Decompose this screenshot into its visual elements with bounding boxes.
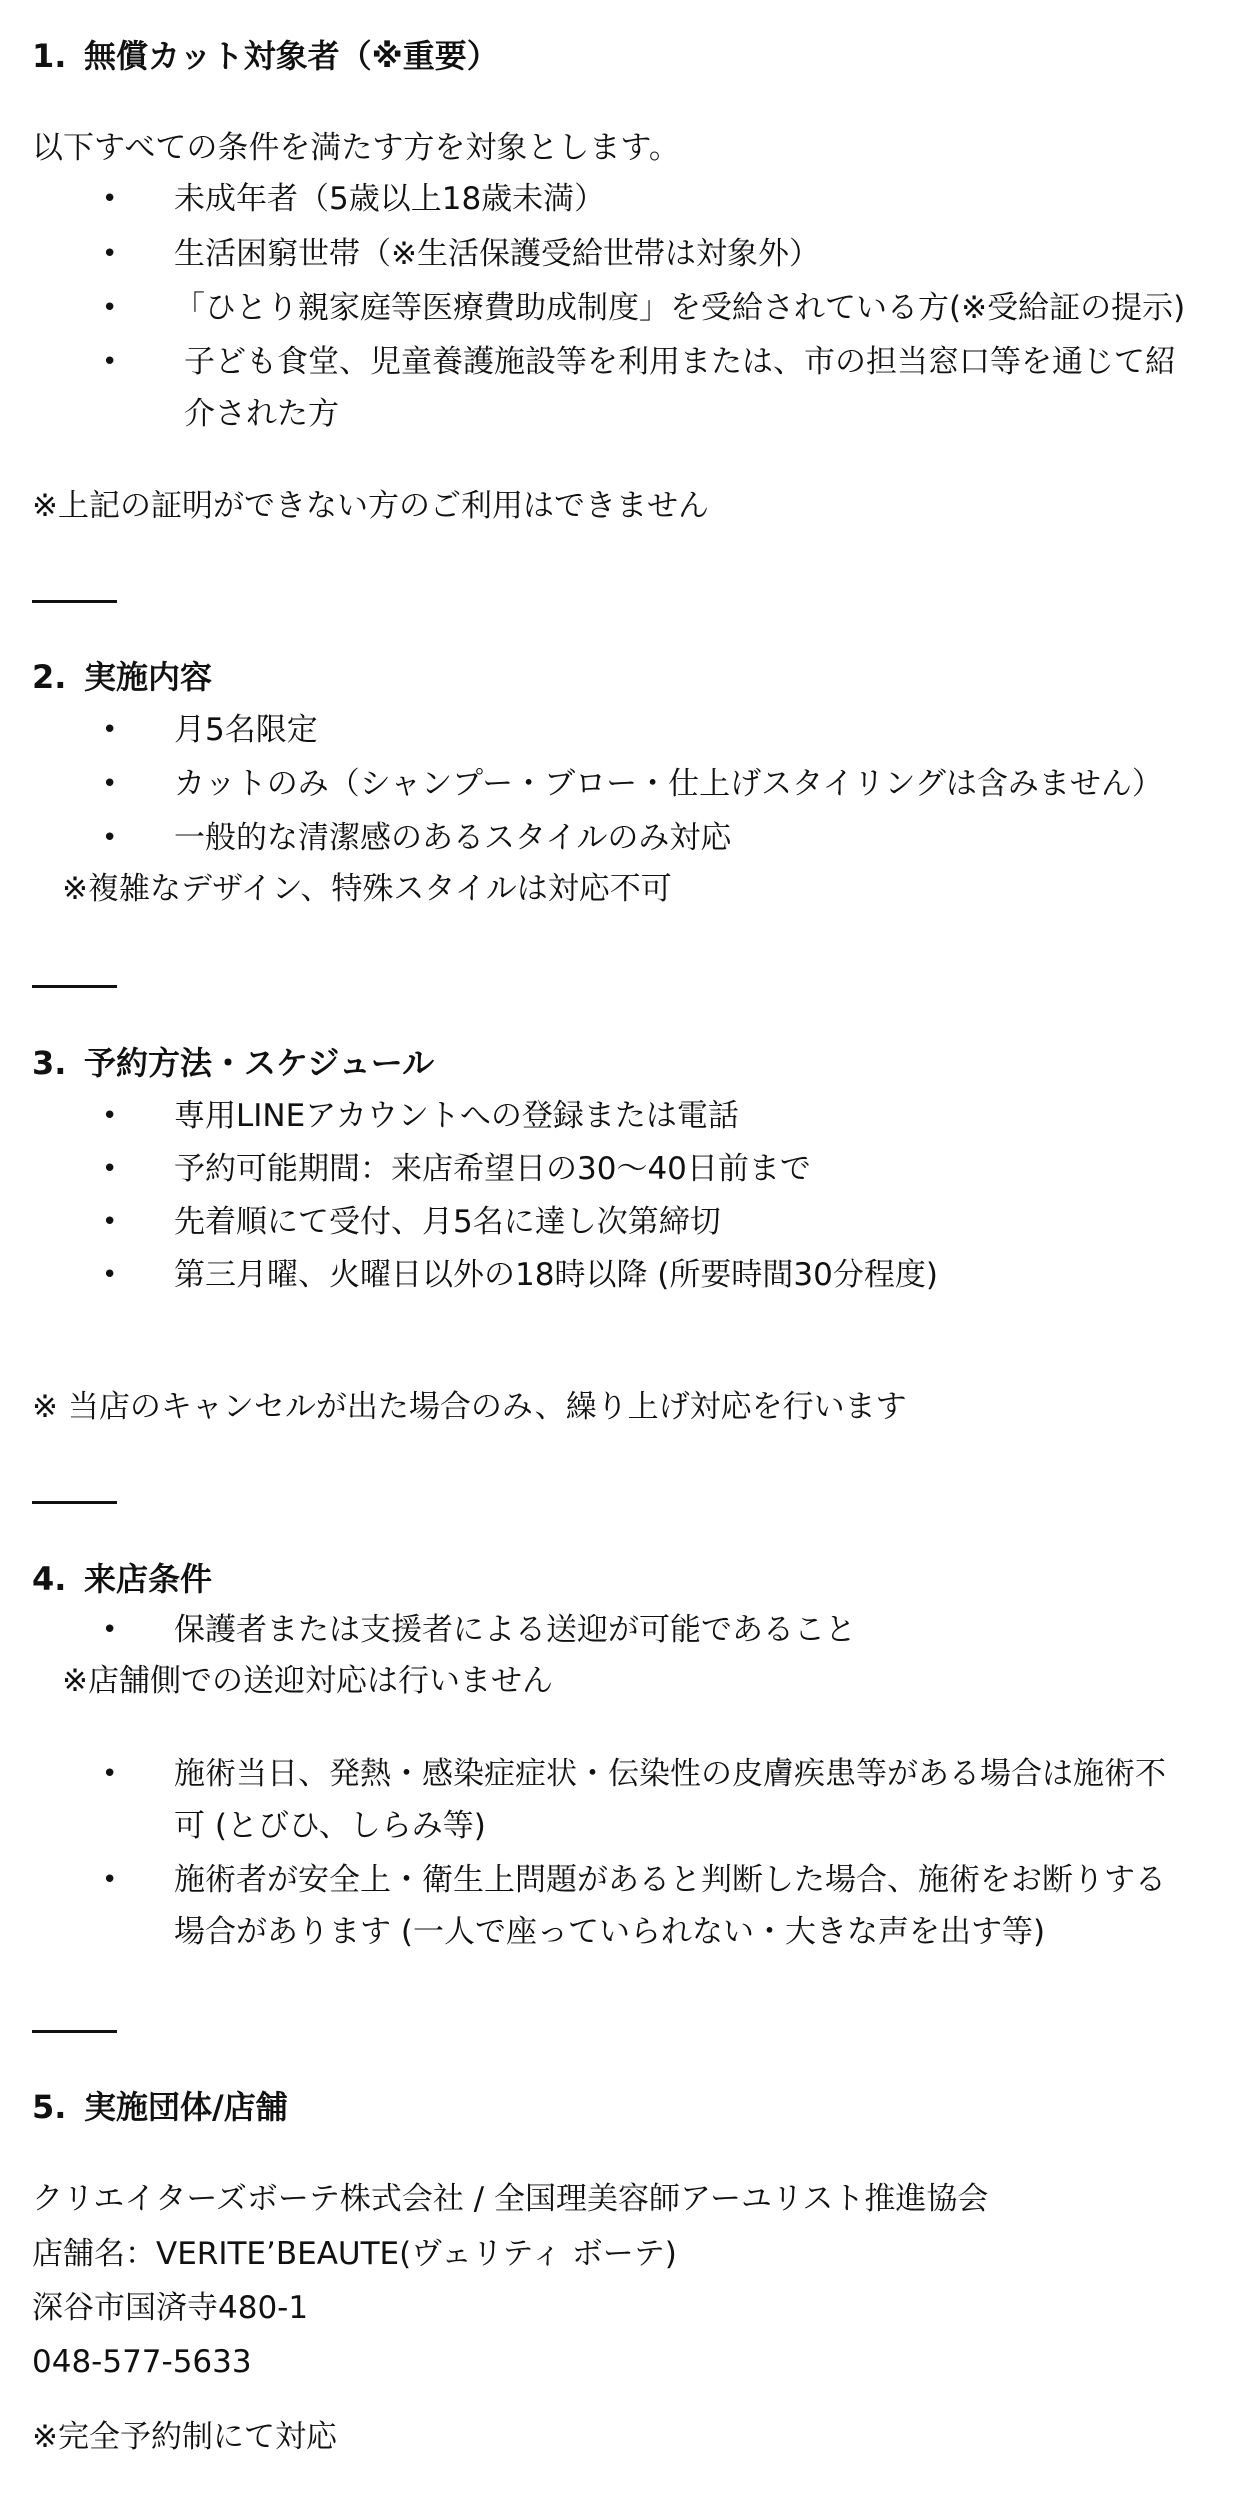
section-heading: 予約方法・スケジュール (84, 1044, 435, 1082)
list-item-line: 場合があります (一人で座っていられない・大きな声を出す等) (174, 1914, 1046, 1950)
list-item-line: 介された方 (184, 396, 339, 432)
bullet-icon: • (102, 293, 118, 323)
company-line: クリエイターズボーテ株式会社 / 全国理美容師アーユリスト推進協会 (32, 2181, 989, 2217)
list-item-line: 施術当日、発熱・感染症症状・伝染性の皮膚疾患等がある場合は施術不 (174, 1756, 1166, 1792)
bullet-icon: • (102, 1207, 118, 1237)
list-item: 専用LINEアカウントへの登録または電話 (174, 1098, 739, 1134)
list-item-line: 子ども食堂、児童養護施設等を利用または、市の担当窓口等を通じて紹 (184, 344, 1176, 380)
section-number: 1. (32, 37, 67, 75)
list-item-line: 施術者が安全上・衛生上問題があると判断した場合、施術をお断りする (174, 1862, 1166, 1898)
section-number: 3. (32, 1044, 67, 1082)
note-text: ※店舗側での送迎対応は行いません (62, 1663, 553, 1699)
bullet-icon: • (102, 1154, 118, 1184)
section-number: 5. (32, 2088, 67, 2126)
intro-text: 以下すべての条件を満たす方を対象とします。 (32, 130, 680, 166)
list-item: 生活困窮世帯（※生活保護受給世帯は対象外） (174, 236, 820, 272)
divider (32, 1501, 117, 1504)
list-item: カットのみ（シャンプー・ブロー・仕上げスタイリングは含みません） (174, 766, 1163, 802)
phone-line: 048-577-5633 (32, 2344, 252, 2380)
bullet-icon: • (102, 1759, 118, 1789)
list-item: 予約可能期間：来店希望日の30〜40日前まで (174, 1151, 811, 1187)
bullet-icon: • (102, 823, 118, 853)
note-text: ※上記の証明ができない方のご利用はできません (32, 488, 709, 524)
divider (32, 2030, 117, 2033)
list-item: 月5名限定 (174, 712, 318, 748)
note-text: ※複雑なデザイン、特殊スタイルは対応不可 (62, 871, 672, 907)
bullet-icon: • (102, 239, 118, 269)
divider (32, 600, 117, 603)
list-item: 一般的な清潔感のあるスタイルのみ対応 (174, 820, 732, 856)
bullet-icon: • (102, 1101, 118, 1131)
list-item: 保護者または支援者による送迎が可能であること (174, 1612, 856, 1648)
section-heading: 来店条件 (84, 1560, 213, 1598)
section-heading: 実施内容 (84, 658, 213, 696)
list-item: 第三月曜、火曜日以外の18時以降 (所要時間30分程度) (174, 1257, 938, 1293)
bullet-icon: • (102, 184, 118, 214)
section-heading: 実施団体/店舗 (84, 2088, 288, 2126)
list-item: 先着順にて受付、月5名に達し次第締切 (174, 1204, 721, 1240)
list-item-line: 可 (とびひ、しらみ等) (174, 1808, 486, 1844)
bullet-icon: • (102, 715, 118, 745)
bullet-icon: • (102, 347, 118, 377)
note-text: ※完全予約制にて対応 (32, 2419, 337, 2455)
section-number: 2. (32, 658, 67, 696)
list-item: 未成年者（5歳以上18歳未満） (174, 181, 606, 217)
address-line: 深谷市国済寺480-1 (32, 2290, 309, 2326)
divider (32, 985, 117, 988)
list-item: 「ひとり親家庭等医療費助成制度」を受給されている方(※受給証の提示) (174, 290, 1186, 326)
bullet-icon: • (102, 769, 118, 799)
note-text: ※ 当店のキャンセルが出た場合のみ、繰り上げ対応を行います (32, 1389, 907, 1425)
store-name-line: 店舗名：VERITE’BEAUTE(ヴェリティ ボーテ) (32, 2236, 677, 2272)
bullet-icon: • (102, 1865, 118, 1895)
section-heading: 無償カット対象者（※重要） (84, 37, 499, 75)
bullet-icon: • (102, 1615, 118, 1645)
section-number: 4. (32, 1560, 67, 1598)
bullet-icon: • (102, 1260, 118, 1290)
